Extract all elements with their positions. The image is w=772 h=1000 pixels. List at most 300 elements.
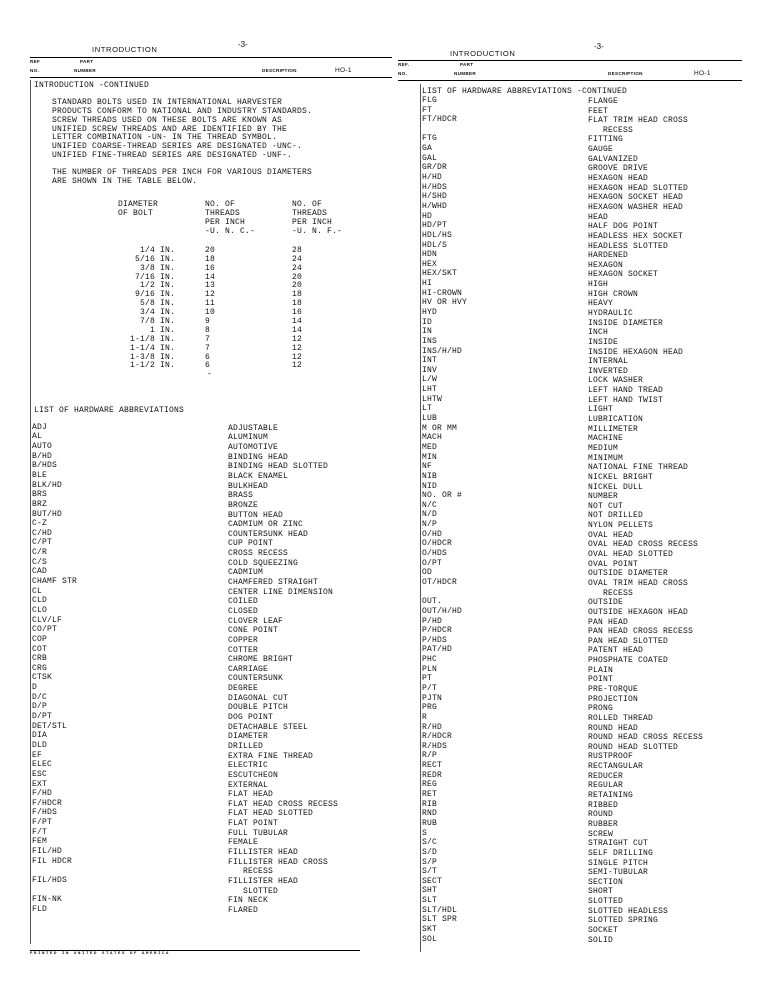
left-column (30, 0, 392, 1000)
abbrev-description: MEDIUM (588, 443, 619, 453)
abbrev-code: P/HDS (422, 635, 448, 645)
abbrev-description: HYDRAULIC (588, 309, 634, 318)
abbrev-row (30, 511, 392, 521)
abbrev-code: D (32, 683, 38, 693)
abbrev-code: LT (422, 404, 433, 414)
abbrev-row (398, 97, 742, 107)
abbrev-code: F/HD (32, 789, 53, 799)
abbrev-row (30, 443, 392, 453)
header-description: DESCRIPTION (262, 68, 297, 73)
abbrev-code: CHAMF STR (32, 577, 78, 587)
table-cell-diameter: 7/8 IN. (139, 317, 175, 327)
abbrev-description: CROSS RECESS (228, 549, 289, 559)
table-cell-unf: 20 (292, 272, 303, 282)
abbrev-code: H/WHD (422, 201, 448, 211)
abbrev-list (398, 97, 742, 945)
abbrev-description: DOUBLE PITCH (228, 703, 289, 713)
table-cell-unc: 6 (205, 361, 211, 371)
abbrev-code: P/HDCR (422, 626, 453, 636)
table-cell-diameter: 1-1/8 IN. (129, 334, 175, 344)
section-title: INTRODUCTION (450, 49, 516, 58)
abbrev-row (398, 270, 742, 280)
table-cell-unc: 20 (205, 245, 216, 255)
table-row (30, 318, 392, 327)
abbrev-description: DEGREE (228, 684, 259, 694)
section-title: INTRODUCTION (92, 45, 158, 54)
abbrev-code: M OR MM (422, 423, 458, 433)
abbrev-row (398, 762, 742, 772)
text-line: UNIFIED SCREW THREADS AND ARE IDENTIFIED BY THE (52, 124, 288, 134)
abbrev-code: INV (422, 365, 438, 375)
abbrev-code: B/HD (32, 451, 53, 461)
abbrev-row (398, 463, 742, 473)
abbrev-description: HARDENED (588, 251, 629, 261)
abbrev-code: COP (32, 634, 48, 644)
table-cell-diameter: 1-1/4 IN. (129, 343, 175, 353)
abbrev-description: HEADLESS SLOTTED (588, 241, 669, 251)
abbrev-description: DOG POINT (228, 713, 274, 723)
abbrev-row (398, 203, 742, 213)
abbrev-code: LHTW (422, 394, 443, 404)
abbrev-description: CHROME BRIGHT (228, 655, 294, 665)
abbrev-description: ROUND HEAD CROSS RECESS (588, 733, 704, 743)
abbrev-description: COPPER (228, 635, 259, 645)
abbrev-code: FTG (422, 134, 438, 144)
abbrev-code: NID (422, 481, 438, 491)
table-cell-unf: 18 (292, 290, 303, 300)
abbrev-row (30, 482, 392, 492)
abbrev-description: OUTSIDE HEXAGON HEAD (588, 607, 689, 617)
abbrev-row (398, 666, 742, 676)
abbrev-description: HIGH CROWN (588, 289, 639, 299)
threads-paragraph (52, 169, 392, 187)
abbrev-row (398, 646, 742, 656)
abbrev-row (30, 520, 392, 530)
abbrev-description: INSIDE (588, 337, 619, 347)
abbrev-description: FLARED (228, 905, 259, 915)
abbrev-code: BRS (32, 490, 48, 500)
table-cell-diameter: 1 IN. (149, 325, 175, 335)
abbrev-description: PRONG (588, 704, 614, 714)
abbrev-description: GALVANIZED (588, 154, 639, 164)
abbrev-row (398, 444, 742, 454)
abbrev-code: SECT (422, 876, 443, 886)
abbrev-description: SELF DRILLING (588, 848, 654, 858)
abbrev-row (398, 801, 742, 811)
abbrev-description: DIAMETER (228, 732, 269, 742)
abbrev-description: PATENT HEAD (588, 646, 644, 656)
abbrev-code: PHC (422, 655, 438, 665)
abbrev-code: OUT. (422, 597, 443, 607)
abbrev-row (30, 771, 392, 781)
abbrev-code: ELEC (32, 760, 53, 770)
abbrev-description: SOLID (588, 935, 614, 945)
abbrev-row (398, 781, 742, 791)
abbrev-list-title: LIST OF HARDWARE ABBREVIATIONS -CONTINUED (422, 87, 628, 96)
abbrev-description: GAUGE (588, 145, 614, 155)
abbrev-code: R/P (422, 751, 438, 761)
table-cell-unf: 28 (292, 245, 303, 255)
header-code: HO-1 (335, 67, 352, 74)
abbrev-list-title: LIST OF HARDWARE ABBREVIATIONS (34, 405, 185, 415)
abbrev-row (30, 819, 392, 829)
abbrev-code: D/PT (32, 712, 53, 722)
abbrev-description: SOCKET (588, 926, 619, 936)
abbrev-description: PRE-TORQUE (588, 685, 639, 694)
abbrev-row (398, 145, 742, 155)
abbrev-code: LUB (422, 414, 438, 424)
abbrev-code: BLK/HD (32, 480, 63, 490)
abbrev-code: H/HDS (422, 182, 448, 192)
abbrev-description: MILLIMETER (588, 424, 639, 434)
abbrev-description: RUSTPROOF (588, 752, 634, 762)
abbrev-description: HEXAGON SOCKET (588, 270, 659, 280)
abbrev-description: ALUMINUM (228, 433, 269, 443)
abbrev-code: PAT/HD (422, 645, 453, 655)
abbrev-description: DRILLED (228, 741, 264, 751)
abbrev-row (30, 453, 392, 463)
abbrev-code: PLN (422, 664, 438, 674)
abbrev-row (30, 703, 392, 713)
table-cell-unc: 10 (205, 308, 216, 318)
abbrev-description: NOT DRILLED (588, 511, 644, 521)
abbrev-code: R/HDCR (422, 732, 453, 742)
abbrev-code: INS/H/HD (422, 346, 463, 356)
table-cell-diameter: 3/4 IN. (139, 308, 175, 318)
abbrev-description: FILLISTER HEAD SLOTTED (228, 876, 299, 896)
header-description: DESCRIPTION (608, 71, 643, 76)
abbrev-description: SLOTTED HEADLESS (588, 906, 669, 916)
table-cell-diameter: 1/4 IN. (139, 245, 175, 255)
abbrev-code: FLD (32, 904, 48, 914)
table-cell-unc: 7 (205, 343, 211, 353)
abbrev-row (398, 502, 742, 512)
abbrev-description: COILED (228, 597, 259, 607)
abbrev-code: RIB (422, 799, 438, 809)
abbrev-code: ESC (32, 769, 48, 779)
abbrev-description: BULKHEAD (228, 481, 269, 491)
abbrev-code: AL (32, 432, 43, 442)
abbrev-row (30, 626, 392, 636)
abbrev-row (30, 809, 392, 819)
abbrev-code: C/S (32, 557, 48, 567)
abbrev-row (30, 539, 392, 549)
abbrev-code: SHT (422, 886, 438, 896)
abbrev-description: HIGH (588, 280, 609, 290)
abbrev-code: PT (422, 674, 433, 684)
abbrev-description: FULL TUBULAR (228, 828, 289, 838)
abbrev-code: R/HD (422, 722, 443, 732)
table-cell-unc: 7 (205, 334, 211, 344)
abbrev-code: FIN-NK (32, 895, 63, 905)
abbrev-row (398, 868, 742, 878)
abbrev-description: AUTOMOTIVE (228, 443, 279, 453)
abbrev-code: S/T (422, 867, 438, 877)
abbrev-row (30, 790, 392, 800)
abbrev-code: N/C (422, 500, 438, 510)
abbrev-row (398, 820, 742, 830)
abbrev-row (398, 627, 742, 637)
abbrev-code: SLT SPR (422, 915, 458, 925)
abbrev-code: FIL/HDS (32, 875, 68, 885)
abbrev-row (30, 877, 392, 896)
left-body (30, 82, 392, 916)
abbrev-code: BUT/HD (32, 509, 63, 519)
abbrev-description: CHAMFERED STRAIGHT (228, 578, 319, 588)
intro-paragraph (52, 99, 392, 161)
table-cell-unc: 11 (205, 299, 216, 309)
table-cell-unc: 14 (205, 272, 216, 282)
table-row (30, 327, 392, 336)
abbrev-row (30, 781, 392, 791)
abbrev-row (398, 887, 742, 897)
abbrev-code: RUB (422, 818, 438, 828)
abbrev-row (398, 425, 742, 435)
abbrev-code: RECT (422, 761, 443, 771)
abbrev-code: D/C (32, 692, 48, 702)
abbrev-description: SHORT (588, 887, 614, 897)
abbrev-row (30, 906, 392, 916)
abbrev-row (398, 232, 742, 242)
abbrev-description: INCH (588, 328, 609, 338)
abbrev-row (30, 424, 392, 434)
abbrev-description: CLOVER LEAF (228, 616, 284, 626)
abbrev-code: R/HDS (422, 741, 448, 751)
table-cell-unc: 6 (205, 352, 211, 362)
abbrev-code: L/W (422, 375, 438, 385)
abbrev-description: NICKEL BRIGHT (588, 472, 654, 482)
header-part: PART (460, 62, 474, 67)
header-part: PART (80, 59, 94, 64)
abbrev-row (398, 849, 742, 859)
abbrev-description: SEMI-TUBULAR (588, 868, 649, 878)
table-cell-unf: 18 (292, 299, 303, 309)
abbrev-code: OUT/H/HD (422, 606, 463, 616)
right-column (398, 0, 742, 1000)
abbrev-code: CLO (32, 605, 48, 615)
abbrev-code: P/T (422, 684, 438, 693)
abbrev-row (398, 916, 742, 926)
abbrev-code: RND (422, 809, 438, 819)
abbrev-description: FEMALE (228, 838, 259, 848)
abbrev-row (398, 791, 742, 801)
abbrev-description: FITTING (588, 135, 624, 145)
abbrev-row (398, 309, 742, 319)
abbrev-code: HDL/S (422, 240, 448, 250)
abbrev-row (398, 184, 742, 194)
header-no: NO. (398, 71, 408, 76)
abbrev-row (398, 386, 742, 396)
abbrev-row (398, 396, 742, 406)
abbrev-description: NICKEL DULL (588, 482, 644, 492)
abbrev-row (30, 462, 392, 472)
abbrev-row (398, 579, 742, 598)
abbrev-row (398, 810, 742, 820)
abbrev-code: DIA (32, 731, 48, 741)
abbrev-code: O/HD (422, 529, 443, 539)
abbrev-code: O/PT (422, 558, 443, 568)
abbrev-code: F/PT (32, 818, 53, 828)
abbrev-row (30, 568, 392, 578)
abbrev-row (30, 829, 392, 839)
table-cell-unc: 8 (205, 325, 211, 335)
abbrev-row (398, 878, 742, 888)
abbrev-code: GR/DR (422, 163, 448, 173)
table-cell-unf: 12 (292, 361, 303, 371)
table-header-diameter: DIAMETER OF BOLT (118, 199, 159, 218)
abbrev-row (398, 656, 742, 666)
abbrev-description: SINGLE PITCH (588, 858, 649, 868)
abbrev-description: BINDING HEAD (228, 452, 289, 462)
abbrev-description: BLACK ENAMEL (228, 472, 289, 481)
table-trail-mark: - (207, 370, 213, 380)
abbrev-description: PAN HEAD (588, 617, 629, 627)
table-cell-unf: 14 (292, 317, 303, 327)
table-cell-unf: 14 (292, 325, 303, 335)
abbrev-description: EXTERNAL (228, 780, 269, 790)
abbrev-row (398, 193, 742, 203)
abbrev-code: F/HDS (32, 808, 58, 818)
abbrev-code: ADJ (32, 422, 48, 432)
abbrev-description: PAN HEAD CROSS RECESS (588, 627, 694, 637)
abbrev-row (398, 405, 742, 415)
abbrev-code: DLD (32, 740, 48, 750)
table-cell-unf: 16 (292, 308, 303, 318)
abbrev-code: P/HD (422, 616, 443, 626)
abbrev-description: ROUND HEAD SLOTTED (588, 742, 679, 752)
table-row (30, 354, 392, 363)
abbrev-code: REG (422, 780, 438, 790)
abbrev-code: HDN (422, 250, 438, 260)
abbrev-description: FLANGE (588, 96, 619, 106)
abbrev-description: CARRIAGE (228, 664, 269, 674)
abbrev-description: LOCK WASHER (588, 376, 644, 386)
abbrev-description: MINIMUM (588, 453, 624, 463)
abbrev-description: HEXAGON HEAD SLOTTED (588, 183, 689, 193)
abbrev-code: OT/HDCR (422, 577, 458, 587)
header-no: NO. (30, 68, 40, 73)
abbrev-row (30, 684, 392, 694)
abbrev-code: COT (32, 644, 48, 654)
page-number: -3- (594, 42, 604, 51)
abbrev-description: PROJECTION (588, 694, 639, 704)
abbrev-description: HEADLESS HEX SOCKET (588, 231, 684, 241)
abbrev-description: OVAL HEAD (588, 530, 634, 540)
table-cell-unf: 12 (292, 334, 303, 344)
abbrev-row (398, 213, 742, 223)
abbrev-description: NUMBER (588, 492, 619, 502)
abbrev-row (398, 155, 742, 165)
abbrev-description: INVERTED (588, 366, 629, 376)
abbrev-description: CENTER LINE DIMENSION (228, 587, 334, 597)
abbrev-description: BRASS (228, 491, 254, 501)
abbrev-code: MACH (422, 433, 443, 443)
abbrev-code: EXT (32, 779, 48, 789)
abbrev-description: OUTSIDE (588, 598, 624, 608)
abbrev-description: PAN HEAD SLOTTED (588, 636, 669, 646)
abbrev-code: EF (32, 750, 43, 760)
abbrev-code: MED (422, 442, 438, 452)
abbrev-row (398, 839, 742, 849)
header-ref: REF (30, 59, 41, 64)
abbrev-description: NATIONAL FINE THREAD (588, 463, 689, 473)
abbrev-code: C/HD (32, 528, 53, 538)
abbrev-description: BUTTON HEAD (228, 510, 284, 520)
abbrev-description: CUP POINT (228, 539, 274, 549)
abbrev-description: HEXAGON SOCKET HEAD (588, 193, 684, 203)
table-cell-diameter: 5/8 IN. (139, 299, 175, 309)
abbrev-row (30, 732, 392, 742)
abbrev-description: RECTANGULAR (588, 762, 644, 772)
text-line: STANDARD BOLTS USED IN INTERNATIONAL HARVESTER (52, 97, 283, 107)
abbrev-description: RETAINING (588, 791, 634, 801)
abbrev-code: FIL/HD (32, 846, 63, 856)
abbrev-code: ID (422, 317, 433, 327)
abbrev-description: SECTION (588, 877, 624, 887)
abbrev-row (398, 521, 742, 531)
abbrev-row (398, 685, 742, 695)
abbrev-code: C-Z (32, 519, 48, 529)
abbrev-row (398, 511, 742, 521)
abbrev-description: DIAGONAL CUT (228, 693, 289, 703)
abbrev-row (30, 723, 392, 733)
abbrev-description: RUBBER (588, 819, 619, 829)
header-ref: REF. (398, 62, 410, 67)
abbrev-description: SCREW (588, 829, 614, 839)
abbrev-row (398, 454, 742, 464)
abbrev-description: NYLON PELLETS (588, 521, 654, 531)
abbrev-description: PLAIN (588, 665, 614, 675)
table-cell-unf: 24 (292, 263, 303, 273)
abbrev-code: HDL/HS (422, 230, 453, 240)
abbrev-row (30, 800, 392, 810)
abbrev-description: FLAT HEAD (228, 790, 274, 800)
abbrev-code: HV OR HVY (422, 298, 468, 308)
abbrev-row (398, 540, 742, 550)
abbrev-code: HI (422, 279, 433, 289)
abbrev-description: GROOVE DRIVE (588, 164, 649, 174)
abbrev-description: ADJUSTABLE (228, 423, 279, 433)
abbrev-description: OVAL HEAD CROSS RECESS (588, 540, 699, 550)
abbrev-code: OD (422, 568, 433, 578)
abbrev-description: OVAL POINT (588, 559, 639, 569)
abbrev-code: IN (422, 327, 433, 337)
abbrev-code: HEX/SKT (422, 269, 458, 279)
abbrev-row (398, 492, 742, 502)
abbrev-description: LEFT HAND TREAD (588, 386, 664, 396)
abbrev-description: COUNTERSUNK HEAD (228, 529, 309, 539)
abbrev-description: COUNTERSUNK (228, 674, 284, 684)
abbrev-row (398, 936, 742, 946)
abbrev-row (398, 251, 742, 261)
abbrev-code: S/P (422, 857, 438, 867)
abbrev-row (30, 501, 392, 511)
abbrev-code: S (422, 828, 428, 838)
abbrev-code: F/HDCR (32, 798, 63, 808)
abbrev-code: CAD (32, 567, 48, 577)
abbrev-row (398, 174, 742, 184)
intro-title: INTRODUCTION -CONTINUED (34, 81, 150, 90)
abbrev-row (398, 299, 742, 309)
abbrev-code: LHT (422, 385, 438, 395)
table-cell-unf: 24 (292, 254, 303, 264)
text-line: LETTER COMBINATION -UN- IN THE THREAD SYMBOL. (52, 133, 278, 143)
abbrev-description: ROUND HEAD (588, 723, 639, 733)
abbrev-description: PHOSPHATE COATED (588, 656, 669, 666)
table-cell-diameter: 3/8 IN. (139, 263, 175, 273)
abbrev-description: FILLISTER HEAD (228, 847, 299, 857)
text-line: UNIFIED FINE-THREAD SERIES ARE DESIGNATED -UNF-. (52, 151, 293, 161)
